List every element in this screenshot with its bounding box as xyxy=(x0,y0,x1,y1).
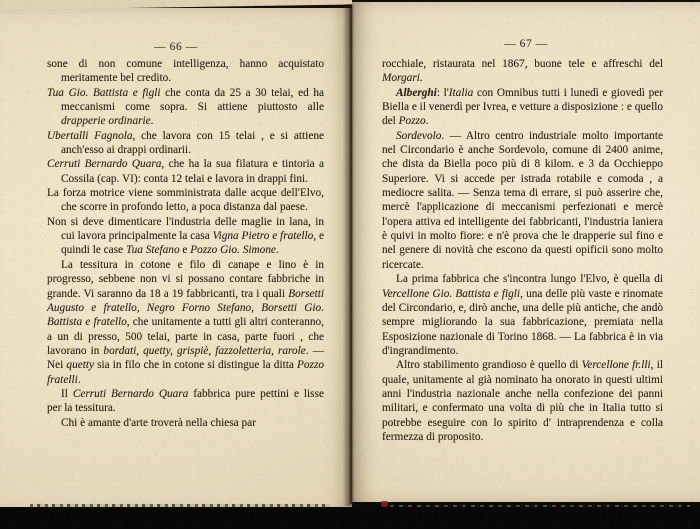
paragraph: Altro stabilimento grandioso è quello di Vercellone fr.lli, il quale, unitamente al già nominato ha onorato in questi ultimi anni l'industria nazionale anche nella confezione dei panni militari, e confermato una volta di più che in Italia tutto si potrebbe eseguire con lo spirito d' intraprendenza e colla fermezza di proposito. xyxy=(382,359,663,443)
italic-run: Cerruti Bernardo Quara xyxy=(47,158,162,171)
paragraph: sone di non comune intelligenza, hanno acquistato meritamente bel credito. xyxy=(47,58,324,85)
right-page-folio: — 67 — xyxy=(504,38,548,50)
right-page-text-column xyxy=(382,57,663,444)
italic-run: Tua Stefano xyxy=(125,244,180,257)
italic-run: quetty xyxy=(66,359,95,372)
italic-run: bordati, quetty, grispiè, fazzoletteria, rarole xyxy=(103,344,306,357)
paragraph: Chi è amante d'arte troverà nella chiesa par xyxy=(61,416,256,429)
paragraph: Cerruti Bernardo Quara, che ha la sua filatura e tintoria a Cossila (cap. VI): conta 12 telai e lavora in drappi fini. xyxy=(47,158,324,185)
left-page-folio: — 66 — xyxy=(154,41,198,53)
italic-run: Pozzo Gio. Simone xyxy=(190,244,276,257)
italic-run: Pozzo xyxy=(398,115,426,128)
paragraph: La prima fabbrica che s'incontra lungo l'Elvo, è quella di Vercellone Gio. Battista e figli, una delle più vaste e rinomate del Circondario, e, dirò anche, una delle più antiche, che andò sempre migliorando la sua fabbricazione, premiata nella Esposizione nazionale di Torino 1868. — La fabbrica è in via d'ingrandimento. xyxy=(382,273,663,357)
paragraph: Tua Gio. Battista e figli che conta da 25 a 30 telai, ed ha meccanismi come sopra. Si attiene piuttosto alle drapperie ordinarie. xyxy=(47,86,324,128)
italic-run: drapperie ordinarie xyxy=(61,115,151,128)
paragraph: Ubertalli Fagnola, che lavora con 15 telai , e si attiene anch'esso ai drappi ordinarii. xyxy=(47,129,324,157)
italic-run: Italia xyxy=(448,86,474,99)
paragraph: Il Cerruti Bernardo Quara fabbrica pure pettini e lisse per la tessitura. xyxy=(47,387,324,415)
paragraph: Non si deve dimenticare l'industria delle maglie in lana, in cui lavora principalmente la casa Vigna Pietro e fratello, e quindi le case Tua Stefano e Pozzo Gio. Simone. xyxy=(47,215,324,257)
left-page-text-column xyxy=(47,57,324,430)
italic-run: Vercellone Gio. Battista e figli xyxy=(382,287,521,300)
paragraph: rocchiale, ristaurata nel 1867, buone tele e affreschi del Morgari. xyxy=(382,58,663,85)
italic-run: Cerruti Bernardo Quara xyxy=(72,387,189,400)
bold-italic-run: Alberghi xyxy=(396,86,437,99)
paragraph: Sordevolo. — Altro centro industriale molto importante nel Circondario è anche Sordevolo, comune di 2400 anime, che dista da Biella poco più di 8 kilom. e 3 da Occhieppo Superiore. Vi si accede per istrada rotabile e comoda , a mediocre salita. — Senza tema di errare, si può asserire che, mercè l'applicazione di meccanismi perfezionati e mercè l'opera attiva ed intelligente dei fabbricanti, l'industria laniera è quivi in molto fiore: e n'è prova che le drapperie sul fino e nel genere di novità che escono da questi opificii sono molto ricercate. xyxy=(382,129,663,271)
italic-run: Vigna Pietro e fratello xyxy=(212,230,314,243)
book-gutter-crease xyxy=(349,6,353,504)
italic-run: Morgari xyxy=(382,72,420,85)
italic-run: Vercellone fr.lli xyxy=(581,359,651,372)
paragraph: Alberghi: l'Italia con Omnibus tutti i lunedì e giovedì per Biella e il venerdì per Ivrea, e vetture a disposizione : e quello del Pozzo. xyxy=(382,86,663,128)
scan-bottom-dark-band xyxy=(0,507,700,529)
italic-run: Pozzo fratelli xyxy=(47,359,324,386)
paragraph: La tessitura in cotone e filo di canape e lino è in progresso, sebbene non vi si possano contare fabbriche in grande. Vi saranno da 18 a 19 fabbricanti, tra i quali Borsetti Augusto e fratello, Negro Forno Stefano, Borsetti Gio. Battista e fratello, che unitamente a tutti gli altri conteranno, a un di presso, 500 telai, parte in casa, parte fuori , che lavorano in bordati, quetty, grispiè, fazzoletteria, rarole. — Nei quetty sia in filo che in cotone si distingue la ditta Pozzo fratelli. xyxy=(47,258,325,386)
paragraph: La forza motrice viene somministrata dalle acque dell'Elvo, che scorre in profondo letto, a poca distanza dal paese. xyxy=(47,187,324,214)
italic-run: Ubertalli Fagnola xyxy=(47,129,133,142)
italic-run: Borsetti Augusto e fratello, Negro Forno Stefano, Borsetti Gio. Battista e fratello xyxy=(47,287,324,329)
italic-run: Sordevolo xyxy=(396,129,442,142)
italic-run: Tua Gio. Battista e figli xyxy=(47,86,161,99)
